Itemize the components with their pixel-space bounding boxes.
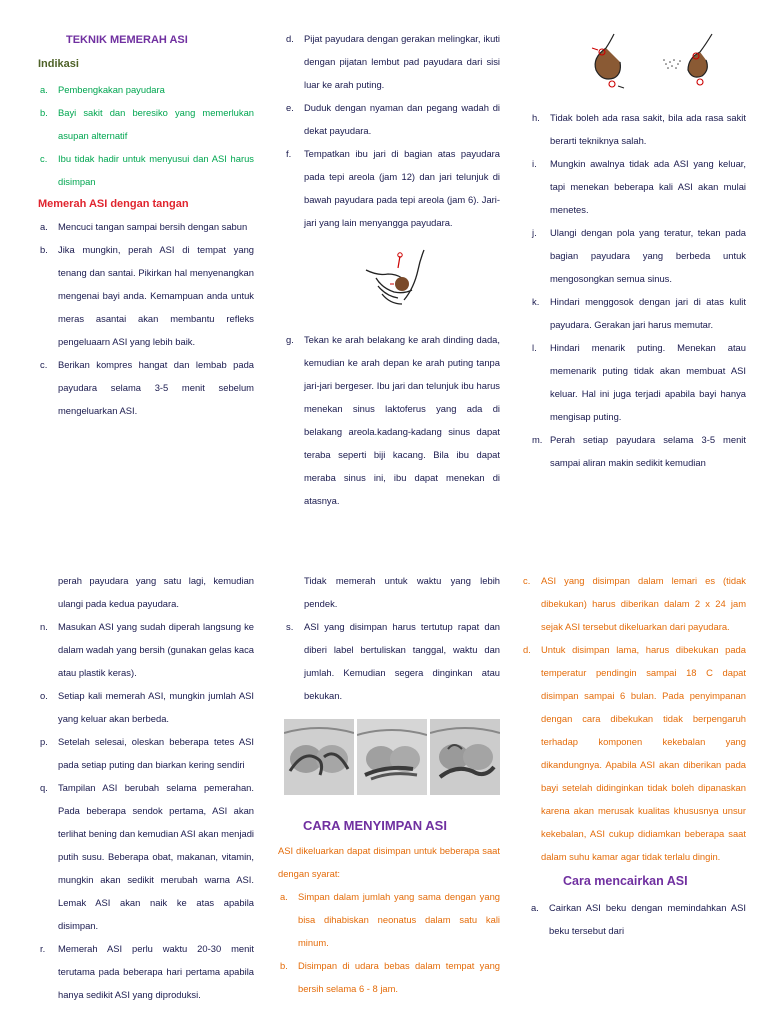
list-marker: r. <box>40 943 46 954</box>
bottom-c1-list <box>38 615 254 1006</box>
menyimpan-syarat-list <box>278 885 500 1000</box>
massage-photo-2 <box>357 719 427 795</box>
list-item-text: Perah setiap payudara selama 3-5 menit sampai aliran makin sedikit kemudian <box>550 434 746 468</box>
list-item-text: Tampilan ASI berubah selama pemerahan. Pada beberapa sendok pertama, ASI akan terlihat bening dan kemudian ASI akan menjadi putih susu. Beberapa obat, makanan, vitamin, mungkin akan sedikit merubah warna ASI. Lemak ASI akan naik ke atas apabila disimpan. <box>58 782 254 931</box>
list-item-text: Hindari menarik puting. Menekan atau memenarik puting tidak akan membuat ASI keluar. Hal ini juga terjadi apabila bayi hanya mengisap puting. <box>550 342 746 422</box>
list-item <box>530 221 746 290</box>
massage-photo-3 <box>430 719 500 795</box>
top-column-3 <box>530 30 746 474</box>
list-item-text: Setiap kali memerah ASI, mungkin jumlah ASI yang keluar akan berbeda. <box>58 690 254 724</box>
hand-expression-illustration <box>284 244 500 326</box>
page-title: TEKNIK MEMERAH ASI <box>66 34 188 46</box>
list-item <box>530 152 746 221</box>
pressing-technique-illustration <box>530 30 746 102</box>
massage-photo-1 <box>284 719 354 795</box>
list-item <box>530 428 746 474</box>
list-item-text: Duduk dengan nyaman dan pegang wadah di dekat payudara. <box>304 102 500 136</box>
list-marker: h. <box>532 112 540 123</box>
list-item-text: Tidak boleh ada rasa sakit, bila ada rasa sakit berarti tekniknya salah. <box>550 112 746 146</box>
list-item-text: Bayi sakit dan beresiko yang memerlukan asupan alternatif <box>58 107 254 141</box>
list-item <box>284 615 500 707</box>
indikasi-list <box>38 78 254 193</box>
indikasi-heading: Indikasi <box>38 58 79 70</box>
list-marker: a. <box>40 84 48 95</box>
list-marker: i. <box>532 158 537 169</box>
bottom-c2-list <box>284 615 500 707</box>
top-column-2 <box>284 27 500 512</box>
list-item <box>38 238 254 353</box>
press-step-2-figure <box>660 30 720 94</box>
list-marker: c. <box>40 153 48 164</box>
breast-massage-photos <box>284 719 500 795</box>
bottom-c1-continuation: perah payudara yang satu lagi, kemudian ulangi pada kedua payudara. <box>58 575 254 609</box>
list-item <box>38 615 254 684</box>
list-marker: g. <box>286 334 294 345</box>
list-item-text: Tekan ke arah belakang ke arah dinding dada, kemudian ke arah depan ke arah puting tanpa jari-jari bergeser. Ibu jari dan telunjuk ibu harus menekan sinus laktoferus yang ada di belakang areola.kadang-kadang sinus dapat teraba seperti biji kacang. Bila ibu dapat meraba sinus ini, ibu dapat menekan di atasnya. <box>304 334 500 506</box>
list-item-text: Simpan dalam jumlah yang sama dengan yang bisa dihabiskan neonatus dalam satu kali minum. <box>298 891 500 948</box>
list-item <box>38 78 254 101</box>
top-column-1 <box>38 26 254 422</box>
list-item-text: Masukan ASI yang sudah diperah langsung ke dalam wadah yang bersih (gunakan gelas kaca atau plastik keras). <box>58 621 254 678</box>
list-item <box>278 954 500 1000</box>
list-item <box>284 328 500 512</box>
list-marker: c. <box>523 575 531 586</box>
list-item-text: Untuk disimpan lama, harus dibekukan pada temperatur pendingin sampai 18 C dapat disimpan sampai 6 bulan. Pada penyimpanan dengan cara dibekukan tidak berpengaruh terhadap komponen kekebalan yang dikandungnya. Apabila ASI akan diberikan pada bayi setelah didinginkan tidak boleh dipanaskan karena akan merusak kualitas khususnya unsur kekebalan, ASI cukup didiamkan beberapa saat dalam suhu kamar agar tidak terlalu dingin. <box>541 644 746 862</box>
list-marker: a. <box>280 891 288 902</box>
list-item <box>38 684 254 730</box>
list-marker: k. <box>532 296 540 307</box>
list-marker: a. <box>531 902 539 913</box>
list-marker: d. <box>523 644 531 655</box>
top-c2-list-1 <box>284 27 500 234</box>
list-marker: j. <box>532 227 537 238</box>
list-item-text: ASI yang disimpan dalam lemari es (tidak dibekukan) harus diberikan dalam 2 x 24 jam sejak ASI tersebut dikeluarkan dari payudara. <box>541 575 746 632</box>
list-item <box>38 215 254 238</box>
list-item <box>278 885 500 954</box>
list-item <box>284 142 500 234</box>
list-marker: l. <box>532 342 537 353</box>
list-marker: o. <box>40 690 48 701</box>
press-step-1-figure <box>584 30 634 94</box>
list-item <box>530 106 746 152</box>
top-c2-list-2 <box>284 328 500 512</box>
mencairkan-list <box>529 896 746 942</box>
menyimpan-intro: ASI dikeluarkan dapat disimpan untuk beberapa saat dengan syarat: <box>278 845 500 879</box>
list-item <box>38 353 254 422</box>
list-marker: b. <box>280 960 288 971</box>
list-item-text: Jika mungkin, perah ASI di tempat yang tenang dan santai. Pikirkan hal menyenangkan mengenai bayi anda. Kemampuan anda untuk meras asantai akan membantu refleks pengeluaarn ASI yang lebih baik. <box>58 244 254 347</box>
mencairkan-heading: Cara mencairkan ASI <box>563 874 688 888</box>
list-marker: n. <box>40 621 48 632</box>
bottom-column-3 <box>521 569 746 942</box>
list-item-text: Pembengkakan payudara <box>58 84 165 95</box>
list-marker: b. <box>40 244 48 255</box>
menyimpan-heading: CARA MENYIMPAN ASI <box>303 818 447 833</box>
list-item <box>530 336 746 428</box>
list-item <box>521 569 746 638</box>
bottom-column-2 <box>278 569 500 1000</box>
list-item-text: Mungkin awalnya tidak ada ASI yang keluar, tapi menekan beberapa kali ASI akan mulai menetes. <box>550 158 746 215</box>
list-item <box>284 96 500 142</box>
tangan-heading: Memerah ASI dengan tangan <box>38 198 189 210</box>
list-item <box>38 937 254 1006</box>
bottom-column-1 <box>38 569 254 1006</box>
list-item <box>529 896 746 942</box>
list-item-text: Hindari menggosok dengan jari di atas kulit payudara. Gerakan jari harus memutar. <box>550 296 746 330</box>
list-marker: p. <box>40 736 48 747</box>
hand-on-breast-figure <box>364 248 434 318</box>
list-item <box>38 147 254 193</box>
list-item <box>38 776 254 937</box>
list-marker: s. <box>286 621 294 632</box>
list-item <box>521 638 746 868</box>
list-item-text: Tempatkan ibu jari di bagian atas payudara pada tepi areola (jam 12) dan jari telunjuk di bawah payudara pada tepi areola (jam 6). Jari-jari yang lain menyangga payudara. <box>304 148 500 228</box>
list-item-text: Pijat payudara dengan gerakan melingkar, ikuti dengan pijatan lembut pad payudara dari sisi luar ke arah puting. <box>304 33 500 90</box>
list-item-text: Mencuci tangan sampai bersih dengan sabun <box>58 221 248 232</box>
list-marker: f. <box>286 148 292 159</box>
list-item-text: Cairkan ASI beku dengan memindahkan ASI beku tersebut dari <box>549 902 746 936</box>
list-marker: e. <box>286 102 294 113</box>
list-item-text: Memerah ASI perlu waktu 20-30 menit terutama pada beberapa hari pertama apabila hanya sedikit ASI yang diproduksi. <box>58 943 254 1000</box>
bottom-c2-continuation: Tidak memerah untuk waktu yang lebih pendek. <box>304 575 500 609</box>
list-marker: q. <box>40 782 48 793</box>
list-item <box>530 290 746 336</box>
list-item <box>38 730 254 776</box>
list-marker: b. <box>40 107 48 118</box>
list-item-text: Ibu tidak hadir untuk menyusui dan ASI harus disimpan <box>58 153 254 187</box>
list-marker: a. <box>40 221 48 232</box>
list-marker: d. <box>286 33 294 44</box>
top-c3-list <box>530 106 746 474</box>
list-item-text: ASI yang disimpan harus tertutup rapat dan diberi label bertuliskan tanggal, waktu dan jumlah. Kemudian segera dinginkan atau bekukan. <box>304 621 500 701</box>
list-item-text: Ulangi dengan pola yang teratur, tekan pada bagian payudara yang berbeda untuk mengosongkan semua sinus. <box>550 227 746 284</box>
list-marker: m. <box>532 434 543 445</box>
list-marker: c. <box>40 359 48 370</box>
tangan-list <box>38 215 254 422</box>
bottom-c3-list <box>521 569 746 868</box>
list-item <box>38 101 254 147</box>
list-item-text: Disimpan di udara bebas dalam tempat yang bersih selama 6 - 8 jam. <box>298 960 500 994</box>
list-item <box>284 27 500 96</box>
list-item-text: Setelah selesai, oleskan beberapa tetes ASI pada setiap puting dan biarkan kering sendiri <box>58 736 254 770</box>
list-item-text: Berikan kompres hangat dan lembab pada payudara selama 3-5 menit sebelum mengeluarkan ASI. <box>58 359 254 416</box>
